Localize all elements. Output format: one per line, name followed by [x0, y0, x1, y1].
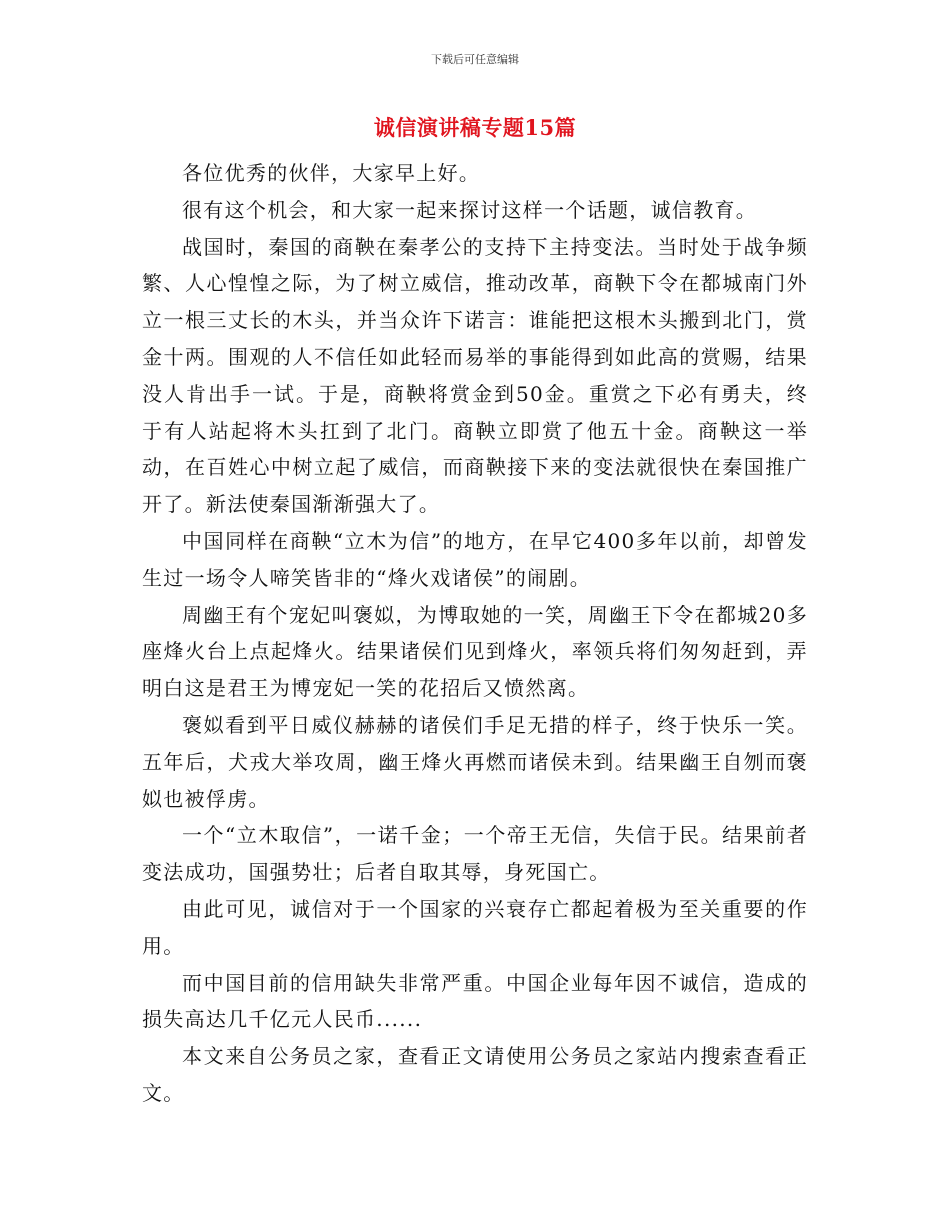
paragraph-bao-si: 褒姒看到平日威仪赫赫的诸侯们手足无措的样子，终于快乐一笑。五年后，犬戎大举攻周，幽王烽火再燃而诸侯未到。结果幽王自刎而褒姒也被俘虏。	[142, 712, 808, 811]
paragraph-source-note: 本文来自公务员之家，查看正文请使用公务员之家站内搜索查看正文。	[142, 1044, 808, 1105]
paragraph-intro: 很有这个机会，和大家一起来探讨这样一个话题，诚信教育。	[182, 197, 758, 222]
document-body	[142, 155, 808, 1112]
paragraph-shang-yang: 战国时，秦国的商鞅在秦孝公的支持下主持变法。当时处于战争频繁、人心惶惶之际，为了树立威信，推动改革，商鞅下令在都城南门外立一根三丈长的木头，并当众许下诺言：谁能把这根木头搬到北门，赏金十两。围观的人不信任如此轻而易举的事能得到如此高的赏赐，结果没人肯出手一试。于是，商鞅将赏金到50金。重赏之下必有勇夫，终于有人站起将木头扛到了北门。商鞅立即赏了他五十金。商鞅这一举动，在百姓心中树立起了威信，而商鞅接下来的变法就很快在秦国推广开了。新法使秦国渐渐强大了。	[142, 234, 808, 517]
paragraph-comparison: 一个“立木取信”，一诺千金；一个帝王无信，失信于民。结果前者变法成功，国强势壮；后者自取其辱，身死国亡。	[142, 823, 808, 885]
document-title: 诚信演讲稿专题15篇	[373, 115, 577, 140]
paragraph-beacon-farce: 中国同样在商鞅“立木为信”的地方，在早它400多年以前，却曾发生过一场令人啼笑皆非的“烽火戏诸侯”的闹剧。	[142, 528, 808, 590]
paragraph-conclusion: 由此可见，诚信对于一个国家的兴衰存亡都起着极为至关重要的作用。	[142, 896, 808, 958]
paragraph-zhou-you-wang: 周幽王有个宠妃叫褒姒，为博取她的一笑，周幽王下令在都城20多座烽火台上点起烽火。结果诸侯们见到烽火，率领兵将们匆匆赶到，弄明白这是君王为博宠妃一笑的花招后又愤然离。	[142, 602, 808, 701]
page-header-note: 下载后可任意编辑	[431, 53, 519, 66]
paragraph-greeting: 各位优秀的伙伴，大家早上好。	[182, 161, 481, 185]
paragraph-credit-loss: 而中国目前的信用缺失非常严重。中国企业每年因不诚信，造成的损失高达几千亿元人民币......	[142, 970, 808, 1032]
